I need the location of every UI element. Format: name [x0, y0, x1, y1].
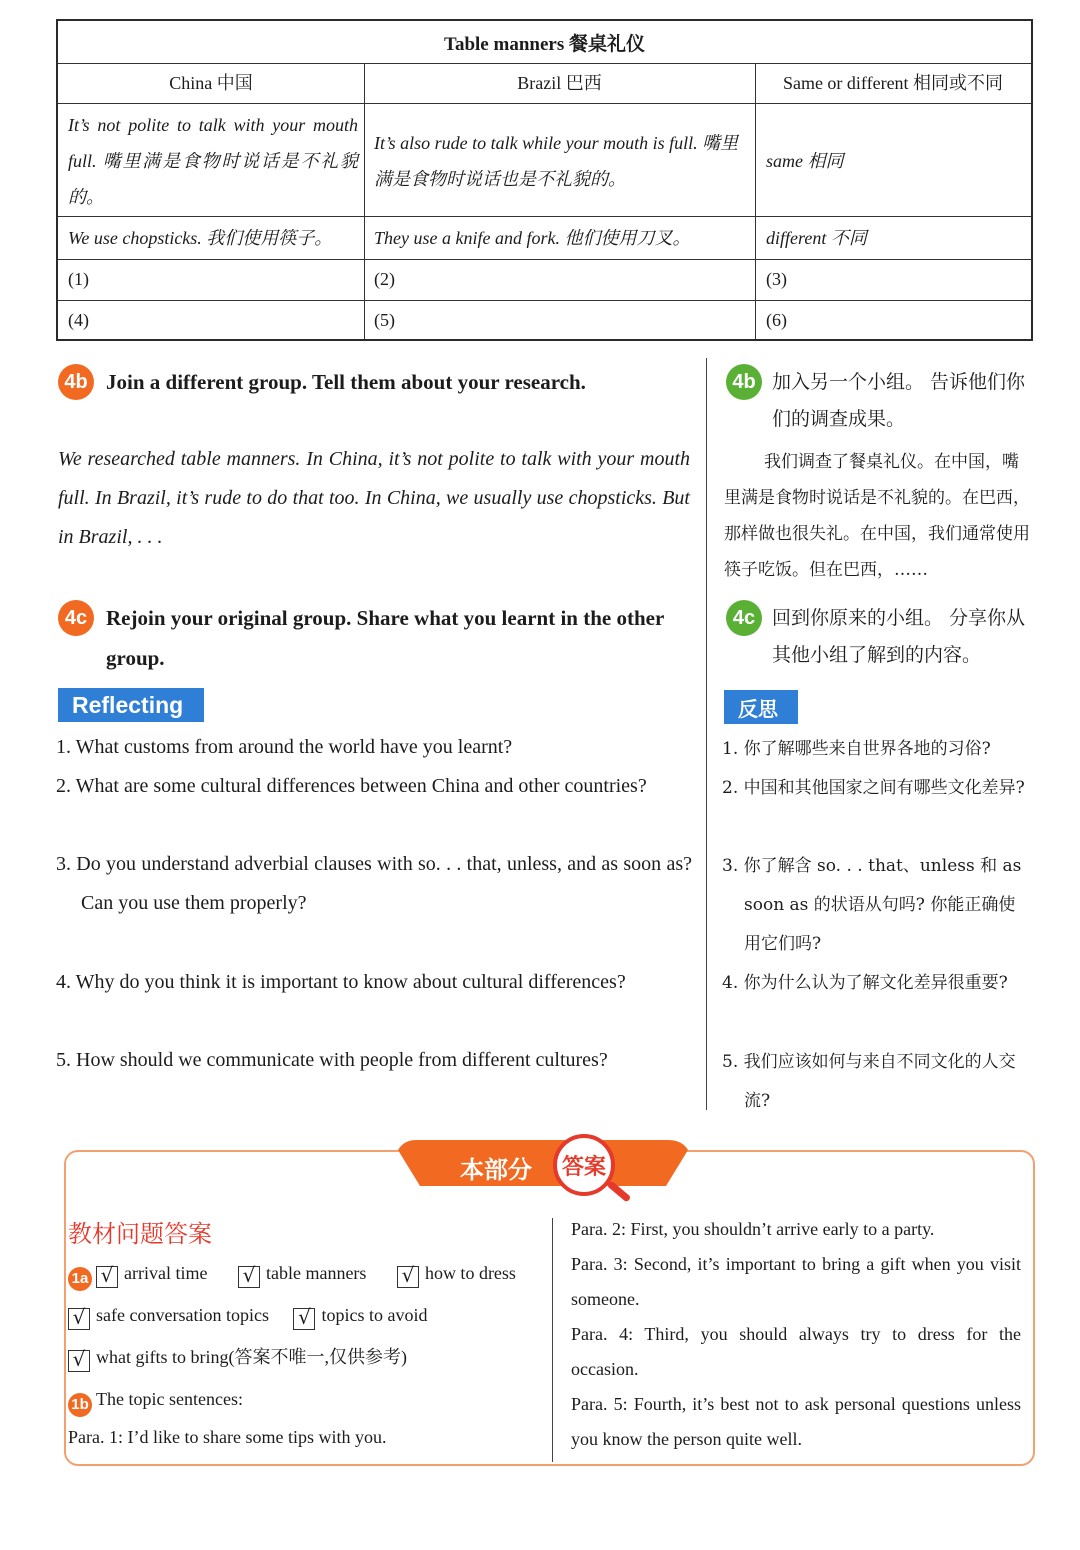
blank-3: (3) — [766, 269, 787, 289]
table-divider — [58, 103, 1031, 104]
question-1-cn: 1. 你了解哪些来自世界各地的习俗? — [722, 739, 991, 759]
heading-4c: Rejoin your original group. Share what you learnt in the other group. — [106, 606, 664, 670]
header-same-different: Same or different 相同或不同 — [782, 73, 1004, 93]
check-label: table manners — [265, 1263, 367, 1283]
header-brazil: Brazil 巴西 — [517, 73, 602, 93]
check-label: safe conversation topics — [96, 1305, 269, 1325]
table-cell: We use chopsticks. 我们使用筷子。 — [68, 228, 333, 248]
check-label: arrival time — [124, 1263, 208, 1283]
research-paragraph-cn: 我们调查了餐桌礼仪。在中国，嘴里满是食物时说话是不礼貌的。在巴西，那样做也很失礼。在中国，我们通常使用筷子吃饭。但在巴西，…… — [724, 452, 1030, 580]
para-2: Para. 2: First, you shouldn’t arrive early to a party. — [571, 1219, 935, 1239]
question-2-cn: 2. 中国和其他国家之间有哪些文化差异? — [722, 778, 1025, 798]
badge-1b: 1b — [68, 1393, 92, 1417]
check-icon: √ — [68, 1308, 90, 1330]
para-3: Para. 3: Second, it’s important to bring a gift when you visit someone. — [571, 1254, 1021, 1309]
answers-title: 教材问题答案 — [68, 1220, 212, 1248]
answer-banner — [398, 1138, 690, 1210]
heading-4b-cn: 加入另一个小组。 告诉他们你们的调查成果。 — [772, 371, 1026, 430]
research-paragraph: We researched table manners. In China, it’s not polite to talk with your mouth full. In Brazil, it’s rude to do that too. In China, we usually use chopsticks. But in Brazil, . . . — [58, 448, 690, 548]
table-title: Table manners 餐桌礼仪 — [58, 21, 1031, 64]
reflecting-tag-cn: 反思 — [724, 690, 798, 724]
section-badge-4b-cn: 4b — [726, 364, 762, 400]
check-label: how to dress — [424, 1263, 516, 1283]
answer-column-divider — [552, 1218, 553, 1462]
badge-1a: 1a — [68, 1267, 92, 1291]
question-3: 3. Do you understand adverbial clauses with so. . . that, unless, and as soon as? Can you use them properly? — [56, 853, 692, 914]
check-icon: √ — [397, 1266, 419, 1288]
question-5: 5. How should we communicate with people from different cultures? — [56, 1049, 608, 1071]
answer-1b-row — [68, 1382, 243, 1417]
question-1: 1. What customs from around the world have you learnt? — [56, 736, 513, 758]
table-divider — [58, 300, 1031, 301]
column-divider — [706, 358, 707, 1110]
check-icon: √ — [68, 1350, 90, 1372]
check-label: topics to avoid — [321, 1305, 428, 1325]
reflecting-tag: Reflecting — [58, 688, 204, 722]
question-4-cn: 4. 你为什么认为了解文化差异很重要? — [722, 973, 1008, 993]
blank-6: (6) — [766, 310, 787, 330]
table-cell: It’s also rude to talk while your mouth is full. 嘴里满是食物时说话也是不礼貌的。 — [374, 133, 739, 189]
question-3-cn: 3. 你了解含 so. . . that、unless 和 as soon as 的状语从句吗? 你能正确使用它们吗? — [722, 856, 1022, 954]
banner-left-text: 本部分 — [460, 1156, 532, 1184]
table-cell: They use a knife and fork. 他们使用刀叉。 — [374, 228, 691, 248]
para-5: Para. 5: Fourth, it’s best not to ask personal questions unless you know the person quite well. — [571, 1394, 1021, 1449]
section-badge-4c: 4c — [58, 600, 94, 636]
answer-1a-row — [68, 1256, 516, 1291]
banner-magnifier: 答案 — [553, 1134, 615, 1196]
section-badge-4b: 4b — [58, 364, 94, 400]
blank-2: (2) — [374, 269, 395, 289]
header-china: China 中国 — [169, 73, 253, 93]
heading-4b: Join a different group. Tell them about your research. — [106, 370, 586, 394]
question-5-cn: 5. 我们应该如何与来自不同文化的人交流? — [722, 1052, 1016, 1111]
check-icon: √ — [238, 1266, 260, 1288]
question-4: 4. Why do you think it is important to know about cultural differences? — [56, 971, 626, 993]
heading-4c-cn: 回到你原来的小组。 分享你从其他小组了解到的内容。 — [772, 607, 1026, 666]
para-4: Para. 4: Third, you should always try to dress for the occasion. — [571, 1324, 1021, 1379]
answer-check-row — [68, 1298, 427, 1333]
check-label: what gifts to bring(答案不唯一,仅供参考) — [96, 1347, 407, 1367]
table-cell: same 相同 — [766, 151, 844, 171]
table-cell: It’s not polite to talk with your mouth full. 嘴里满是食物时说话是不礼貌的。 — [68, 115, 358, 207]
table-divider — [58, 216, 1031, 217]
check-icon: √ — [96, 1266, 118, 1288]
topic-label: The topic sentences: — [96, 1389, 243, 1409]
table-divider — [755, 63, 756, 339]
para-1: Para. 1: I’d like to share some tips with you. — [68, 1427, 387, 1447]
check-icon: √ — [293, 1308, 315, 1330]
table-divider — [58, 259, 1031, 260]
table-cell: different 不同 — [766, 228, 867, 248]
table-divider — [364, 63, 365, 339]
section-badge-4c-cn: 4c — [726, 600, 762, 636]
table-manners-table — [56, 19, 1033, 341]
blank-4: (4) — [68, 310, 89, 330]
question-2: 2. What are some cultural differences between China and other countries? — [56, 775, 647, 797]
blank-5: (5) — [374, 310, 395, 330]
blank-1: (1) — [68, 269, 89, 289]
answer-check-row — [68, 1340, 407, 1375]
